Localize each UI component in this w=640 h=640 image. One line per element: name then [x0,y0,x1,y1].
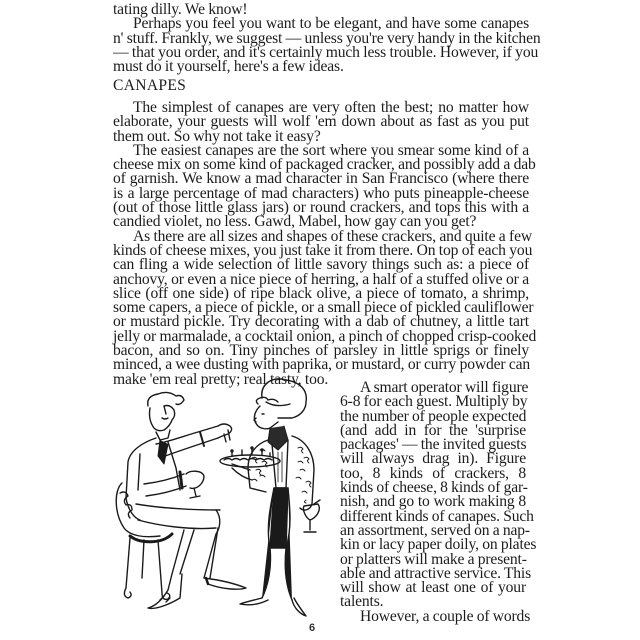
text-line: n' stuff. Frankly, we suggest — unless you're very handy in the kitchen [113,29,541,47]
section-heading: CANAPES [113,77,187,94]
chair-icon [116,483,172,599]
text-line: of garnish. We know a mad character in San Francisco (where there [113,170,529,188]
text-line: — that you order, and it's certainly much less trouble. However, if you [113,43,539,61]
text-line: elaborate, your guests will wolf 'em down about as fast as you put [113,113,529,131]
text-line: packages' — the invited guests [340,436,527,454]
text-line: make 'em real pretty; real tasty, too. [113,370,329,388]
text-line: or mustard pickle. Try decorating with a dab of chutney, a little tart [113,313,529,331]
text-line: will always drag in). Figure [340,450,526,468]
text-line: 6-8 for each guest. Multiply by [340,393,528,411]
text-line: them out. So why not take it easy? [113,127,321,145]
seated-man [126,392,246,608]
text-line: (out of those little glass jars) or round crackers, and tops this with a [113,199,529,217]
text-line: or platters will make a present- [340,550,527,568]
text-line: too, 8 kinds of crackers, 8 [340,464,526,482]
text-line: bacon, and so on. Tiny pinches of parsley in little sprigs or finely [113,342,529,360]
text-line: slice (off one side) of ripe black olive, a piece of tomato, a shrimp, [113,284,529,302]
side-column-text [340,379,537,625]
text-line: jelly or marmalade, a cocktail onion, a pinch of chopped crisp-cooked [113,327,537,345]
intro-paragraph [113,1,541,76]
text-line: some capers, a piece of pickle, or a small piece of pickled cauliflower [113,299,534,317]
text-line: minced, a wee dusting with paprika, or mustard, or curry powder can [113,356,531,374]
text-line: must do it yourself, here's a few ideas. [113,58,344,76]
text-line: Perhaps you feel you want to be elegant, and have some canapes [133,15,529,33]
text-line: is a large percentage of mad characters) who puts pineapple-cheese [113,184,529,202]
text-line: cheese mix on some kind of packaged cracker, and possibly add a dab [113,156,536,174]
text-line: an assortment, served on a nap- [340,521,530,539]
text-line: As there are all sizes and shapes of these crackers, and quite a few [133,227,532,245]
text-line: anchovy, or even a nice piece of herring, a half of a stuffed olive or a [113,270,529,288]
text-line: (and add in for the 'surprise [340,421,526,439]
text-line: different kinds of canapes. Such [340,507,534,525]
text-line: The simplest of canapes are very often the best; no matter how [133,99,529,116]
text-line: kin or lacy paper doily, on plates [340,536,537,554]
text-line: talents. [340,593,384,611]
canape-party-illustration [100,378,330,618]
text-line: nish, and go to work making 8 [340,493,526,511]
text-line: can fling a wide selection of little savory things such as: a piece of [113,256,529,274]
text-line: able and attractive service. This [340,564,532,582]
text-line: will show at least one of your [340,579,526,597]
text-line: the number of people expected [340,407,527,425]
text-line: kinds of cheese mixes, you just take it from there. On top of each you [113,241,533,259]
page-number: 6 [309,622,316,634]
chef-figure [232,379,320,616]
text-line: The easiest canapes are the sort where you smear some kind of a [133,141,529,159]
text-line: kinds of cheese, 8 kinds of gar- [340,479,528,497]
text-line: tating dilly. We know! [113,1,248,18]
text-line: However, a couple of words [360,607,531,625]
text-line: candied violet, no less. Gawd, Mabel, how gay can you get? [113,213,477,231]
text-line: A smart operator will figure [360,379,529,396]
